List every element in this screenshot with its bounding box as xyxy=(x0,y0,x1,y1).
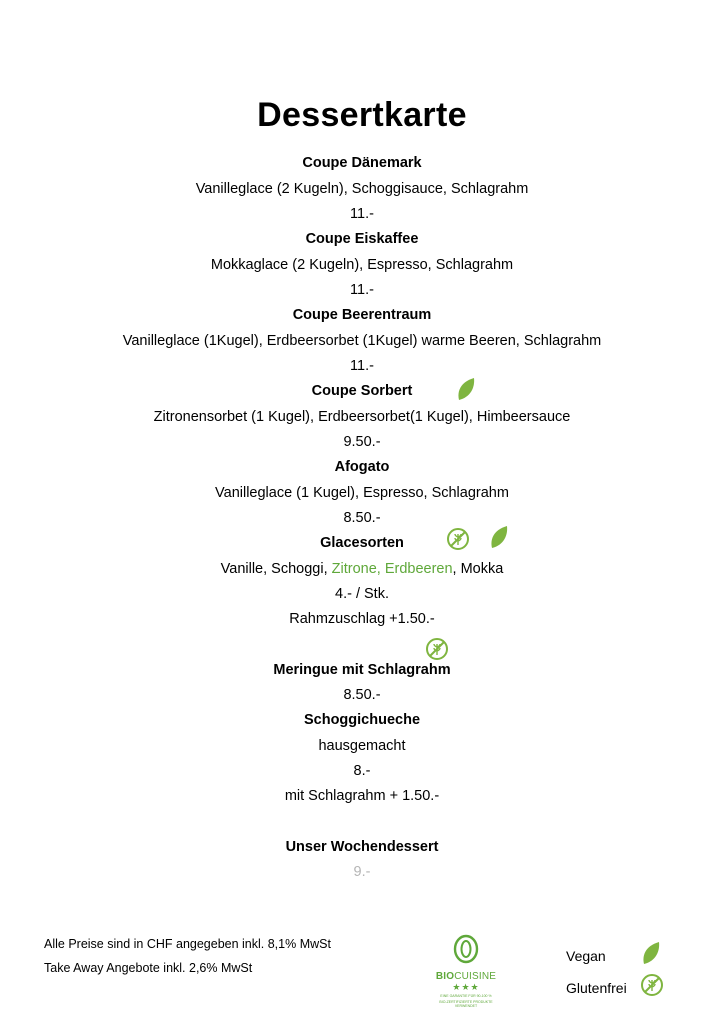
item-price: 8.50.- xyxy=(343,510,381,526)
item-description xyxy=(0,560,724,578)
page-title: Dessertkarte xyxy=(257,96,467,134)
description-part: , Mokka xyxy=(452,561,504,577)
bio-leaf-emblem-icon xyxy=(453,934,479,964)
footer-note: Take Away Angebote inkl. 2,6% MwSt xyxy=(44,961,253,975)
item-price: 8.50.- xyxy=(343,687,381,703)
item-name: Glacesorten xyxy=(320,535,404,551)
description-part-highlight: Zitrone, Erdbeeren xyxy=(331,561,453,577)
item-description: Vanilleglace (2 Kugeln), Schoggisauce, Schlagrahm xyxy=(195,181,529,197)
item-price: 8.- xyxy=(353,763,371,779)
item-price: 4.- / Stk. xyxy=(335,586,389,602)
item-name: Schoggichueche xyxy=(303,712,421,728)
item-name: Afogato xyxy=(334,459,390,475)
item-price: 9.- xyxy=(353,864,371,880)
gluten-free-icon xyxy=(425,637,449,661)
item-description: Mokkaglace (2 Kugeln), Espresso, Schlagrahm xyxy=(210,257,514,273)
item-description: hausgemacht xyxy=(318,738,406,754)
logo-fine-print: BIO-ZERTIFIZIERTE PRODUKTE VERWENDET xyxy=(439,1000,493,1008)
gluten-free-icon xyxy=(640,973,664,997)
leaf-icon xyxy=(641,941,661,965)
logo-brand: BIOCUISINE xyxy=(435,971,497,982)
item-price: 11.- xyxy=(350,282,374,298)
item-extra: Rahmzuschlag +1.50.- xyxy=(289,611,435,627)
logo-stars: ★★★ xyxy=(452,982,480,992)
item-name: Meringue mit Schlagrahm xyxy=(273,662,451,678)
item-name: Unser Wochendessert xyxy=(285,839,439,855)
item-description: Vanilleglace (1Kugel), Erdbeersorbet (1Kugel) warme Beeren, Schlagrahm xyxy=(122,333,602,349)
item-price: 11.- xyxy=(350,358,374,374)
item-description: Vanilleglace (1 Kugel), Espresso, Schlagrahm xyxy=(215,485,509,501)
item-name: Coupe Sorbert xyxy=(311,383,413,399)
leaf-icon xyxy=(489,525,509,549)
logo-fine-print: EINE GARANTIE FÜR 90-100 % xyxy=(440,994,492,998)
item-price: 11.- xyxy=(350,206,374,222)
item-name: Coupe Beerentraum xyxy=(292,307,432,323)
item-extra: mit Schlagrahm + 1.50.- xyxy=(284,788,440,804)
item-price: 9.50.- xyxy=(343,434,381,450)
leaf-icon xyxy=(456,377,476,401)
gluten-free-icon xyxy=(446,527,470,551)
legend-glutenfree-label: Glutenfrei xyxy=(566,980,627,996)
description-part: Vanille, Schoggi, xyxy=(220,561,332,577)
legend-vegan-label: Vegan xyxy=(566,948,606,964)
item-name: Coupe Eiskaffee xyxy=(305,231,419,247)
item-description: Zitronensorbet (1 Kugel), Erdbeersorbet(1 Kugel), Himbeersauce xyxy=(153,409,571,425)
footer-note: Alle Preise sind in CHF angegeben inkl. 8,1% MwSt xyxy=(44,937,331,951)
item-name: Coupe Dänemark xyxy=(302,155,422,171)
bio-cuisine-logo xyxy=(428,934,504,1008)
